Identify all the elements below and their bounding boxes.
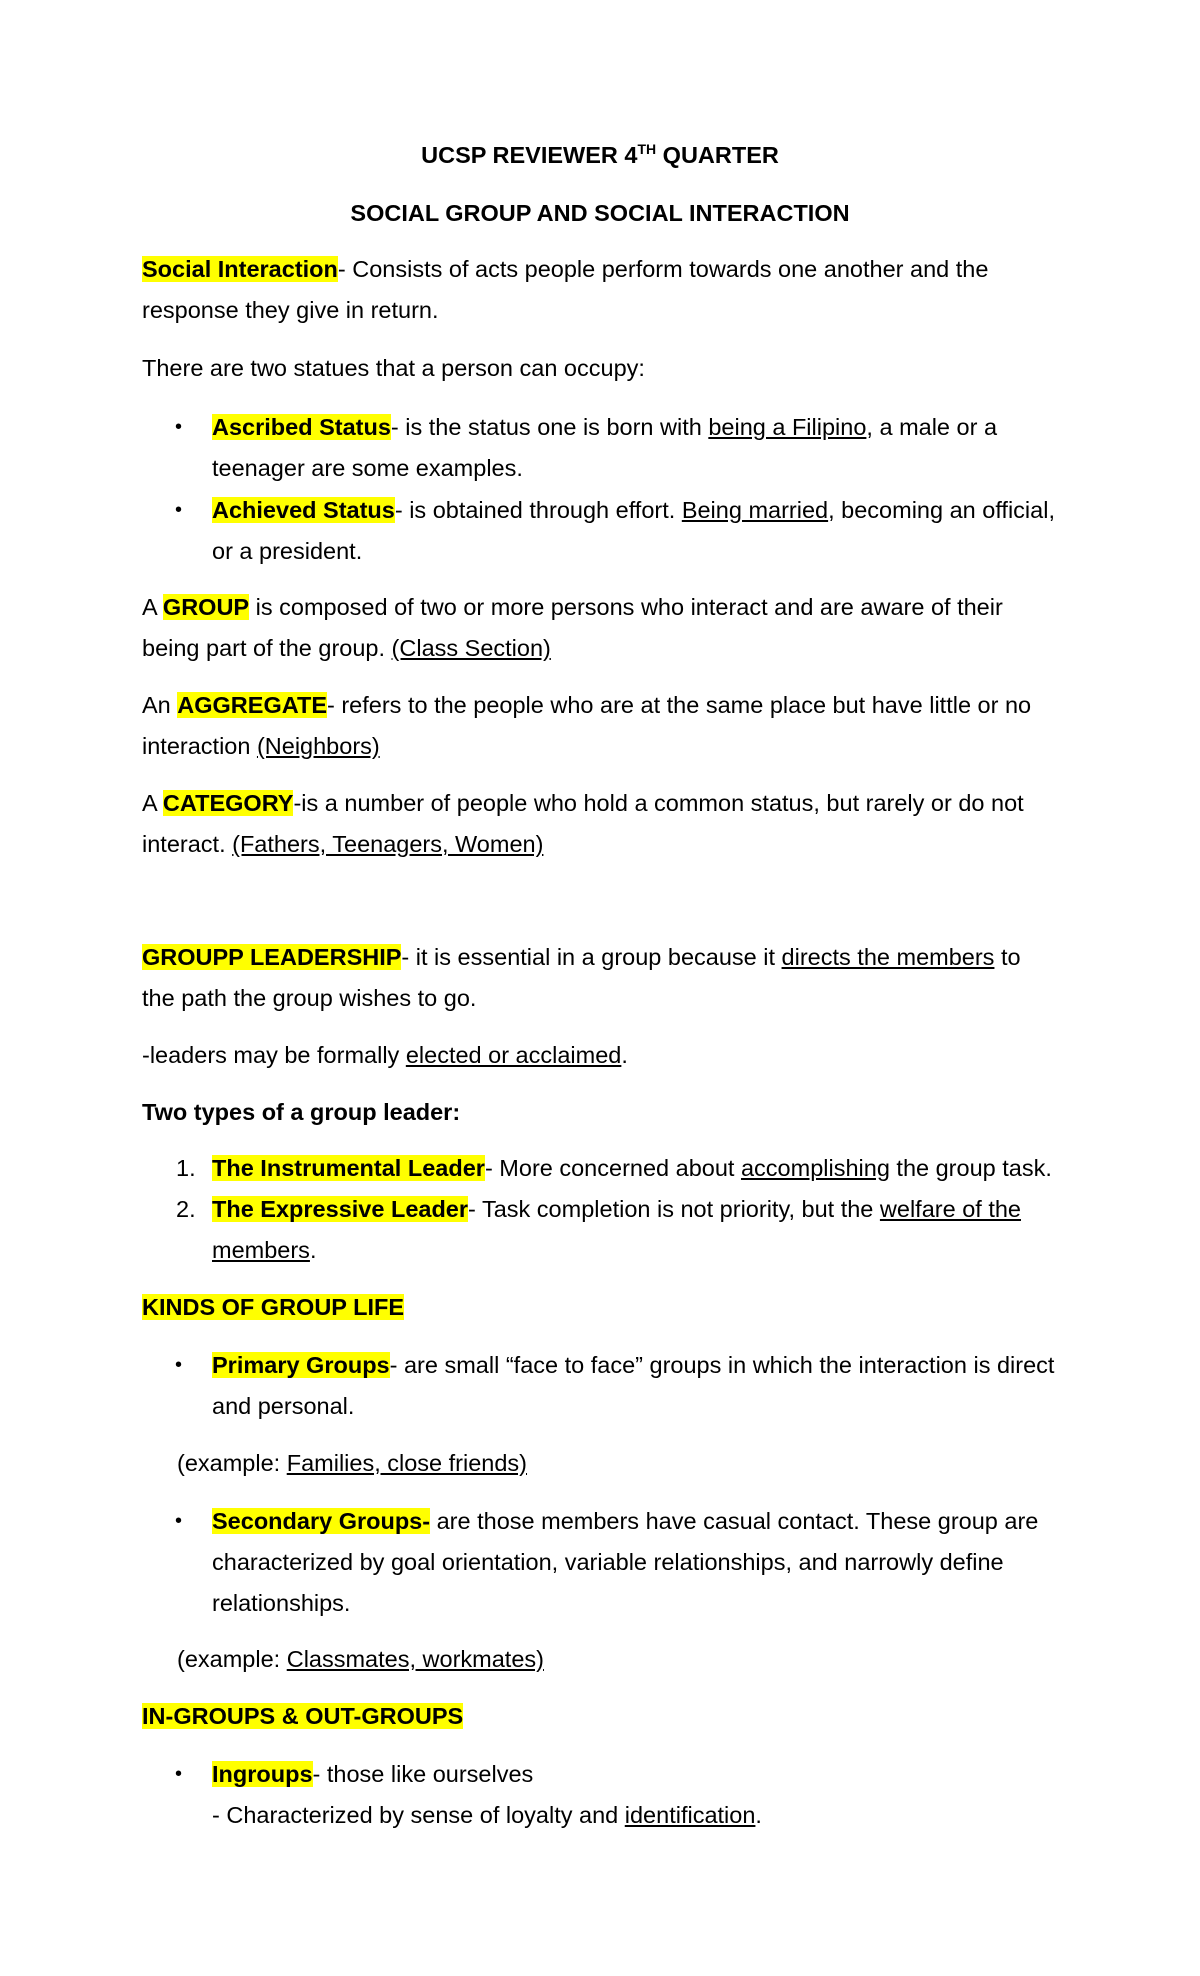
term-highlight: GROUP [162, 594, 250, 620]
bullet-icon: • [175, 416, 183, 438]
bullet-icon: • [175, 1354, 183, 1376]
aggregate-line-1: An AGGREGATE- refers to the people who are at the same place but have little or no [142, 692, 1032, 718]
secondary-groups-line-1: Secondary Groups- are those members have casual contact. These group are [212, 1508, 1039, 1534]
category-line-1: A CATEGORY-is a number of people who hold a common status, but rarely or do not [142, 790, 1024, 816]
social-interaction-line-2: response they give in return. [142, 297, 439, 323]
term-highlight: The Instrumental Leader [212, 1155, 485, 1181]
document-subtitle: SOCIAL GROUP AND SOCIAL INTERACTION [350, 200, 850, 226]
term-highlight: Secondary Groups- [212, 1508, 431, 1534]
document-title: UCSP REVIEWER 4TH QUARTER [421, 141, 779, 168]
leadership-line-1: GROUPP LEADERSHIP- it is essential in a group because it directs the members to [142, 944, 1021, 970]
primary-example: (example: Families, close friends) [177, 1450, 528, 1476]
term-highlight: Social Interaction [142, 256, 338, 282]
category-line-2: interact. (Fathers, Teenagers, Women) [142, 831, 544, 857]
primary-groups-line-2: and personal. [212, 1393, 355, 1419]
term-highlight: GROUPP LEADERSHIP [142, 944, 402, 970]
in-out-groups-heading: IN-GROUPS & OUT-GROUPS [142, 1703, 464, 1729]
secondary-example: (example: Classmates, workmates) [177, 1646, 544, 1672]
ascribed-status-line-2: teenager are some examples. [212, 455, 523, 481]
term-highlight: The Expressive Leader [212, 1196, 469, 1222]
achieved-status-line-2: or a president. [212, 538, 363, 564]
group-line-2: being part of the group. (Class Section) [142, 635, 551, 661]
term-highlight: AGGREGATE [177, 692, 327, 718]
types-heading: Two types of a group leader: [142, 1099, 461, 1125]
list-number: 1. [176, 1155, 196, 1181]
term-highlight: Primary Groups [212, 1352, 390, 1378]
secondary-groups-line-2: characterized by goal orientation, variable relationships, and narrowly define [212, 1549, 1004, 1575]
term-highlight: CATEGORY [162, 790, 294, 816]
group-line-1: A GROUP is composed of two or more persons who interact and are aware of their [142, 594, 1003, 620]
aggregate-line-2: interaction (Neighbors) [142, 733, 380, 759]
bullet-icon: • [175, 1763, 183, 1785]
statues-intro: There are two statues that a person can occupy: [142, 355, 645, 381]
kinds-heading: KINDS OF GROUP LIFE [142, 1294, 404, 1320]
leaders-line: -leaders may be formally elected or acclaimed. [142, 1042, 628, 1068]
ingroups-line-1: Ingroups- those like ourselves [212, 1761, 534, 1787]
instrumental-leader-line: The Instrumental Leader- More concerned about accomplishing the group task. [212, 1155, 1052, 1181]
achieved-status-line-1: Achieved Status- is obtained through effort. Being married, becoming an official, [212, 497, 1055, 523]
term-highlight: Achieved Status [212, 497, 395, 523]
term-highlight: Ascribed Status [212, 414, 391, 440]
secondary-groups-line-3: relationships. [212, 1590, 351, 1616]
primary-groups-line-1: Primary Groups- are small “face to face” groups in which the interaction is direct [212, 1352, 1055, 1378]
term-highlight: Ingroups [212, 1761, 313, 1787]
bullet-icon: • [175, 1510, 183, 1532]
leadership-line-2: the path the group wishes to go. [142, 985, 477, 1011]
expressive-leader-line-2: members. [212, 1237, 317, 1263]
bullet-icon: • [175, 499, 183, 521]
ascribed-status-line-1: Ascribed Status- is the status one is born with being a Filipino, a male or a [212, 414, 998, 440]
expressive-leader-line-1: The Expressive Leader- Task completion is not priority, but the welfare of the [212, 1196, 1021, 1222]
ingroups-line-2: - Characterized by sense of loyalty and identification. [212, 1802, 762, 1828]
social-interaction-line-1: Social Interaction- Consists of acts people perform towards one another and the [142, 256, 989, 282]
list-number: 2. [176, 1196, 196, 1222]
